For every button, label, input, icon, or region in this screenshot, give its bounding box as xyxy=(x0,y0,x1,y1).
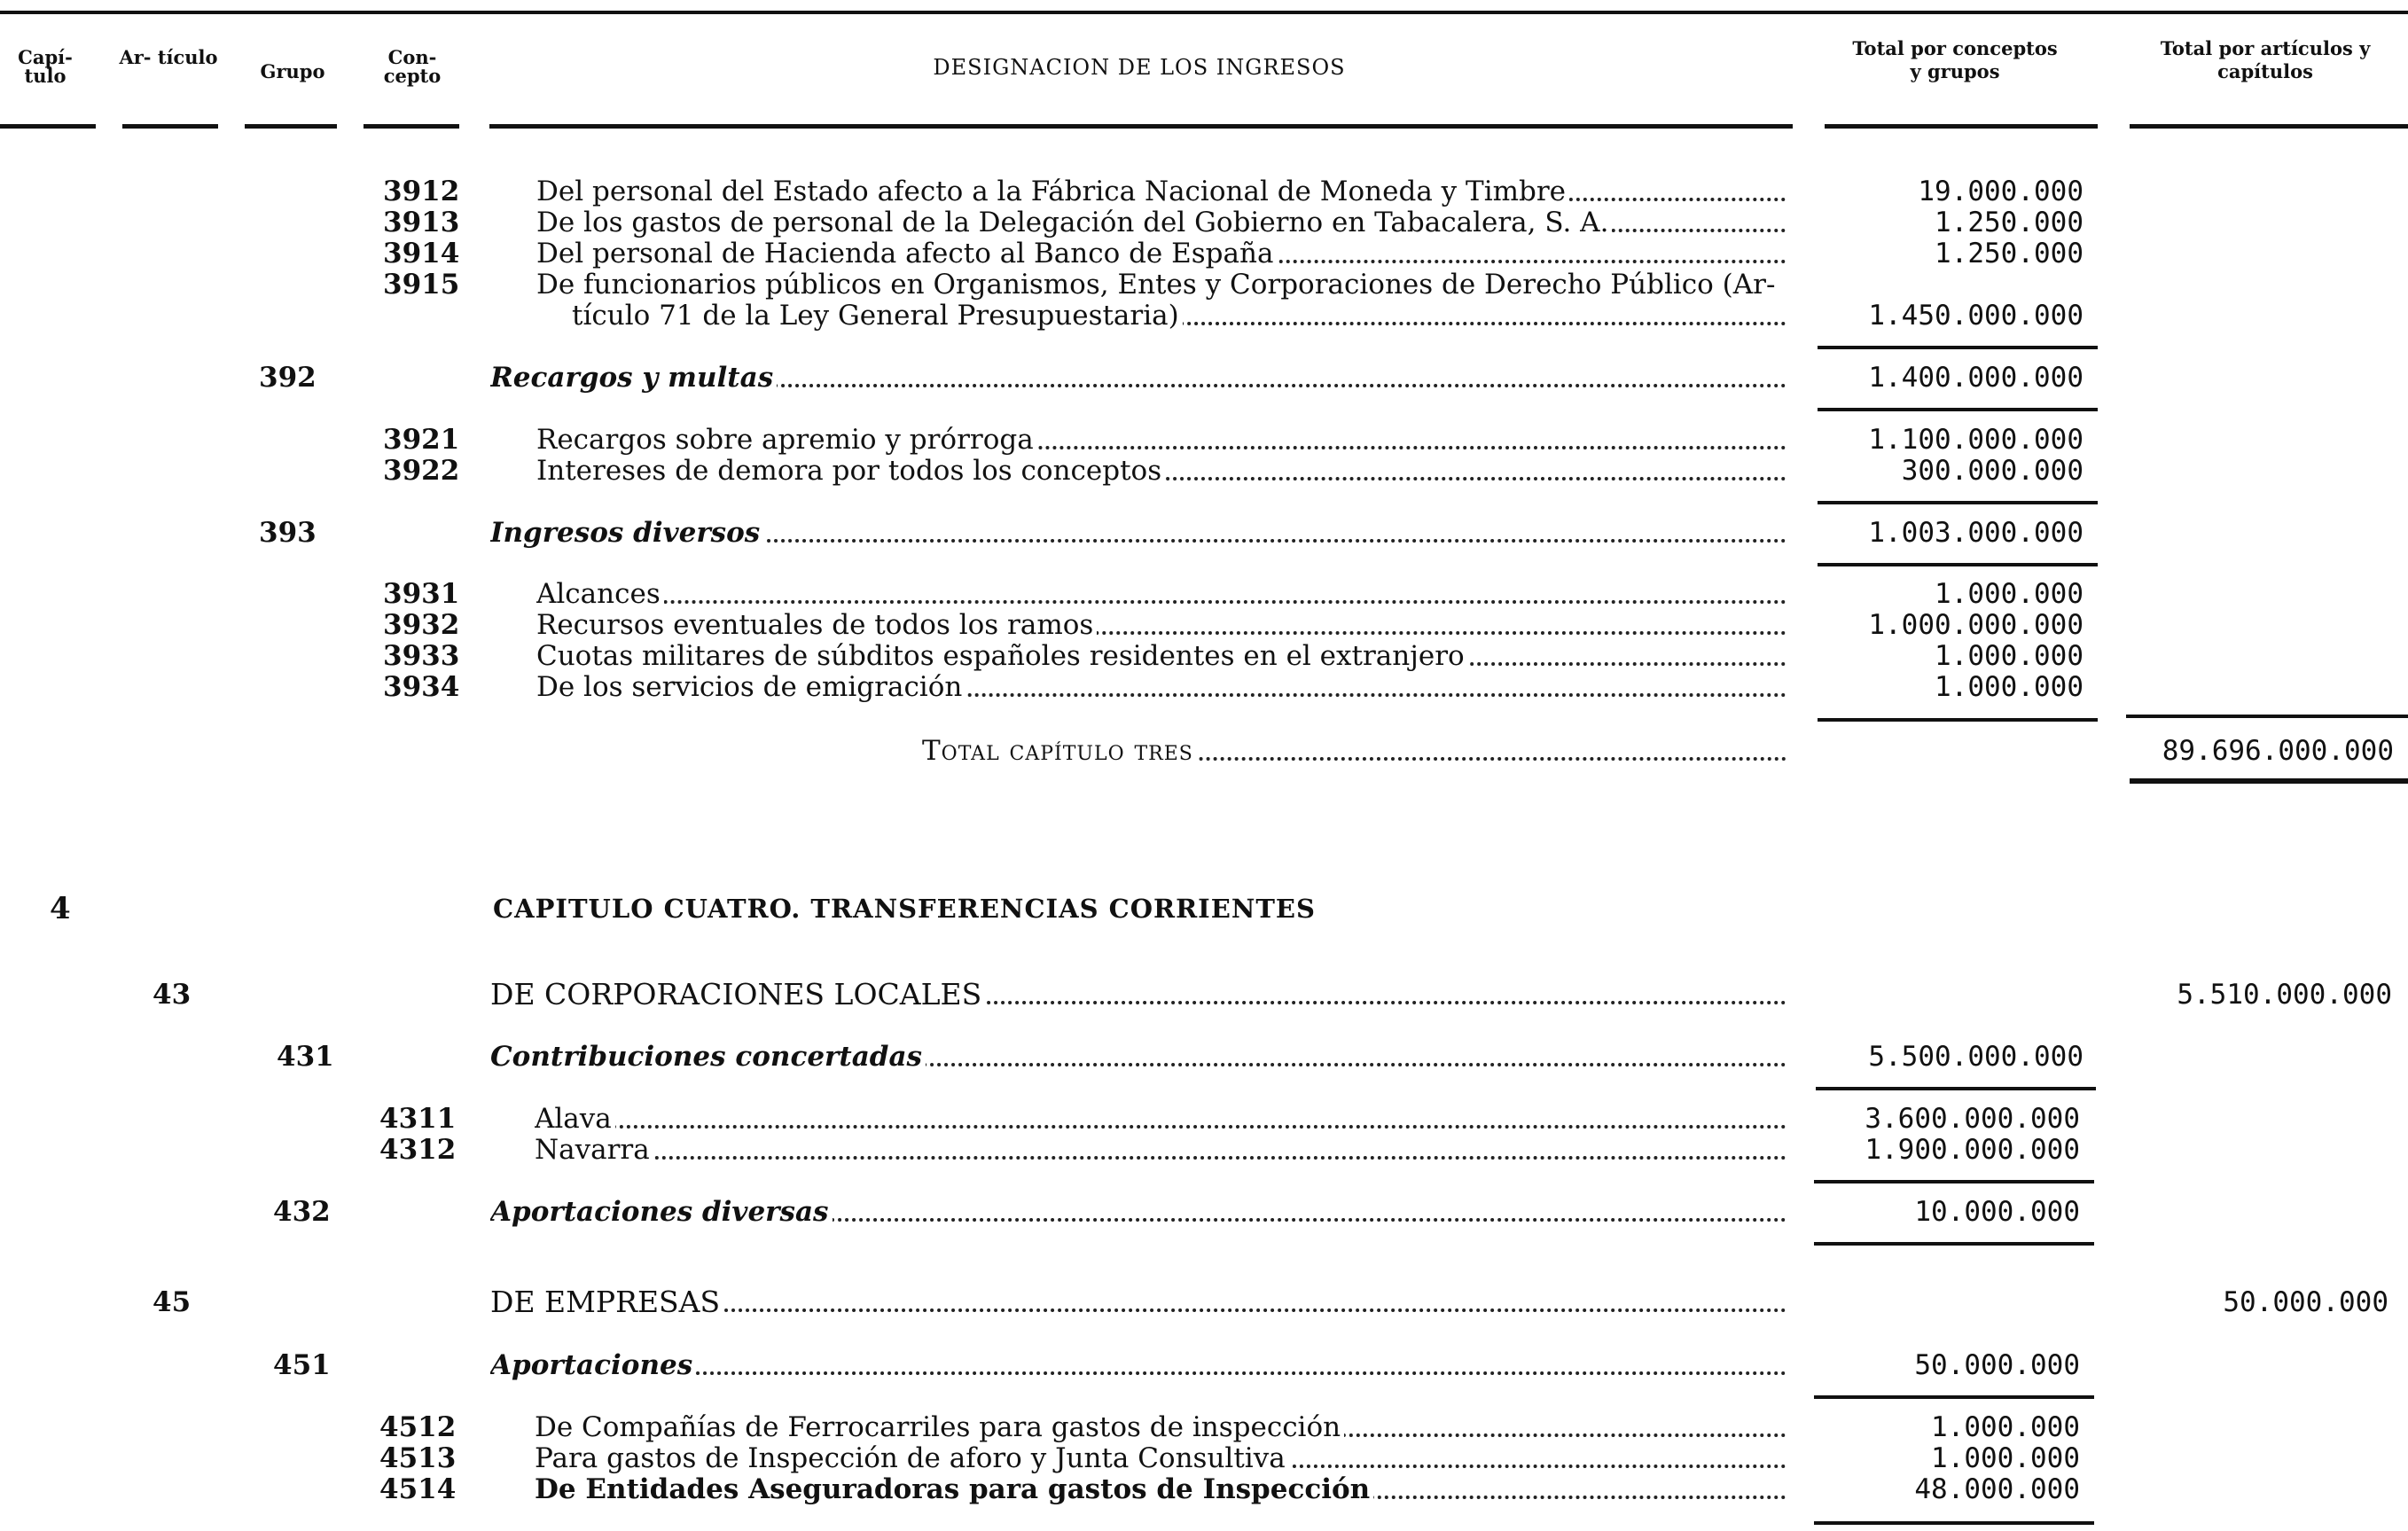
concept-code: 4512 xyxy=(379,1411,457,1443)
concept-total: 300.000.000 xyxy=(1901,455,2084,487)
concept-total: 1.000.000 xyxy=(1935,578,2084,610)
header-underline-designacion xyxy=(489,124,1793,129)
header-concepto: Con- cepto xyxy=(383,46,442,87)
concept-description: Del personal de Hacienda afecto al Banco de España xyxy=(536,238,1786,269)
top-rule xyxy=(0,11,2408,14)
group-code: 392 xyxy=(259,362,317,394)
concept-description: De los servicios de emigración xyxy=(536,672,1786,702)
group-total: 5.500.000.000 xyxy=(1868,1041,2084,1073)
group-code: 431 xyxy=(277,1041,334,1073)
header-underline-capitulo xyxy=(0,124,96,129)
group-code: 432 xyxy=(273,1196,331,1228)
subtotal-rule xyxy=(1814,1521,2094,1525)
chapter-title: CAPITULO CUATRO. TRANSFERENCIAS CORRIENTES xyxy=(493,894,1316,924)
total-rule xyxy=(2126,715,2408,718)
header-designacion: DESIGNACION DE LOS INGRESOS xyxy=(933,55,1346,80)
header-capitulo: Capí- tulo xyxy=(18,46,73,87)
concept-code: 3921 xyxy=(383,424,460,456)
concept-description: Para gastos de Inspección de aforo y Junta Consultiva xyxy=(535,1443,1786,1473)
header-grupo: Grupo xyxy=(260,60,325,82)
concept-code: 3934 xyxy=(383,671,460,703)
concept-code: 4311 xyxy=(379,1103,457,1135)
header-articulo: Ar- tículo xyxy=(119,46,218,68)
concept-total: 1.250.000 xyxy=(1935,238,2084,269)
concept-description: De Entidades Aseguradoras para gastos de Inspección xyxy=(535,1474,1786,1504)
article-total: 50.000.000 xyxy=(2223,1286,2388,1318)
subtotal-rule xyxy=(1818,563,2098,566)
group-total: 1.400.000.000 xyxy=(1868,362,2084,394)
header-underline-concepto xyxy=(364,124,459,129)
concept-code: 3914 xyxy=(383,238,460,269)
subtotal-rule xyxy=(1814,1242,2094,1246)
concept-total: 1.000.000.000 xyxy=(1868,609,2084,641)
concept-total: 1.450.000.000 xyxy=(1868,300,2084,332)
concept-code: 3915 xyxy=(383,269,460,301)
header-underline-total-conceptos xyxy=(1825,124,2098,129)
concept-code: 3922 xyxy=(383,455,460,487)
header-total-articulos: Total por artículos y capítulos xyxy=(2160,37,2371,82)
header-underline-articulo xyxy=(122,124,218,129)
group-description: Aportaciones xyxy=(490,1350,1786,1380)
concept-total: 1.250.000 xyxy=(1935,207,2084,238)
concept-total: 1.000.000 xyxy=(1931,1442,2080,1474)
article-code: 43 xyxy=(152,979,192,1011)
group-code: 451 xyxy=(273,1349,331,1381)
article-total: 5.510.000.000 xyxy=(2177,979,2392,1011)
concept-total: 1.000.000 xyxy=(1935,640,2084,672)
concept-total: 48.000.000 xyxy=(1914,1473,2080,1505)
subtotal-rule xyxy=(1818,346,2098,349)
subtotal-rule xyxy=(1818,718,2098,722)
group-total: 10.000.000 xyxy=(1914,1196,2080,1228)
subtotal-rule xyxy=(1818,501,2098,504)
concept-description: Intereses de demora por todos los conceptos xyxy=(536,456,1786,486)
concept-description: Recursos eventuales de todos los ramos xyxy=(536,610,1786,640)
concept-description: De Compañías de Ferrocarriles para gastos de inspección xyxy=(535,1412,1786,1442)
subtotal-rule xyxy=(1814,1395,2094,1399)
concept-code: 3912 xyxy=(383,176,460,207)
concept-description: Navarra xyxy=(535,1135,1786,1165)
chapter-total-double-rule xyxy=(2130,778,2408,784)
group-total: 50.000.000 xyxy=(1914,1349,2080,1381)
concept-code: 4513 xyxy=(379,1442,457,1474)
concept-description-continued: tículo 71 de la Ley General Presupuestaria) xyxy=(572,301,1786,331)
concept-total: 1.100.000.000 xyxy=(1868,424,2084,456)
concept-total: 1.000.000 xyxy=(1931,1411,2080,1443)
subtotal-rule xyxy=(1814,1180,2094,1183)
concept-total: 1.900.000.000 xyxy=(1865,1134,2080,1166)
concept-code: 3932 xyxy=(383,609,460,641)
concept-total: 1.000.000 xyxy=(1935,671,2084,703)
group-total: 1.003.000.000 xyxy=(1868,517,2084,549)
concept-total: 19.000.000 xyxy=(1918,176,2084,207)
subtotal-rule xyxy=(1816,1087,2096,1090)
header-underline-total-articulos xyxy=(2130,124,2408,129)
concept-code: 3933 xyxy=(383,640,460,672)
group-description: Contribuciones concertadas xyxy=(490,1042,1786,1072)
concept-description: Recargos sobre apremio y prórroga xyxy=(536,425,1786,455)
concept-total: 3.600.000.000 xyxy=(1865,1103,2080,1135)
concept-code: 3913 xyxy=(383,207,460,238)
concept-description: Cuotas militares de súbditos españoles residentes en el extranjero xyxy=(536,641,1786,671)
subtotal-rule xyxy=(1818,408,2098,411)
group-description: Ingresos diversos xyxy=(490,518,1786,548)
concept-code: 3931 xyxy=(383,578,460,610)
concept-code: 4312 xyxy=(379,1134,457,1166)
concept-description: Alava xyxy=(535,1104,1786,1134)
article-description: DE EMPRESAS xyxy=(490,1287,1786,1317)
header-underline-grupo xyxy=(245,124,337,129)
group-description: Recargos y multas xyxy=(490,363,1786,393)
chapter-code: 4 xyxy=(50,891,71,926)
concept-description: Del personal del Estado afecto a la Fábrica Nacional de Moneda y Timbre xyxy=(536,176,1786,207)
header-total-conceptos: Total por conceptos y grupos xyxy=(1852,37,2058,82)
article-description: DE CORPORACIONES LOCALES xyxy=(490,980,1786,1010)
concept-description: De los gastos de personal de la Delegación del Gobierno en Tabacalera, S. A. xyxy=(536,207,1786,238)
group-code: 393 xyxy=(259,517,317,549)
concept-code: 4514 xyxy=(379,1473,457,1505)
article-code: 45 xyxy=(152,1286,192,1318)
group-description: Aportaciones diversas xyxy=(490,1197,1786,1227)
chapter-total: 89.696.000.000 xyxy=(2162,735,2394,767)
concept-description: Alcances xyxy=(536,579,1786,609)
concept-description: De funcionarios públicos en Organismos, Entes y Corporaciones de Derecho Público (Ar- xyxy=(536,269,1786,300)
chapter-total-label: Total capítulo tres xyxy=(922,736,1786,766)
